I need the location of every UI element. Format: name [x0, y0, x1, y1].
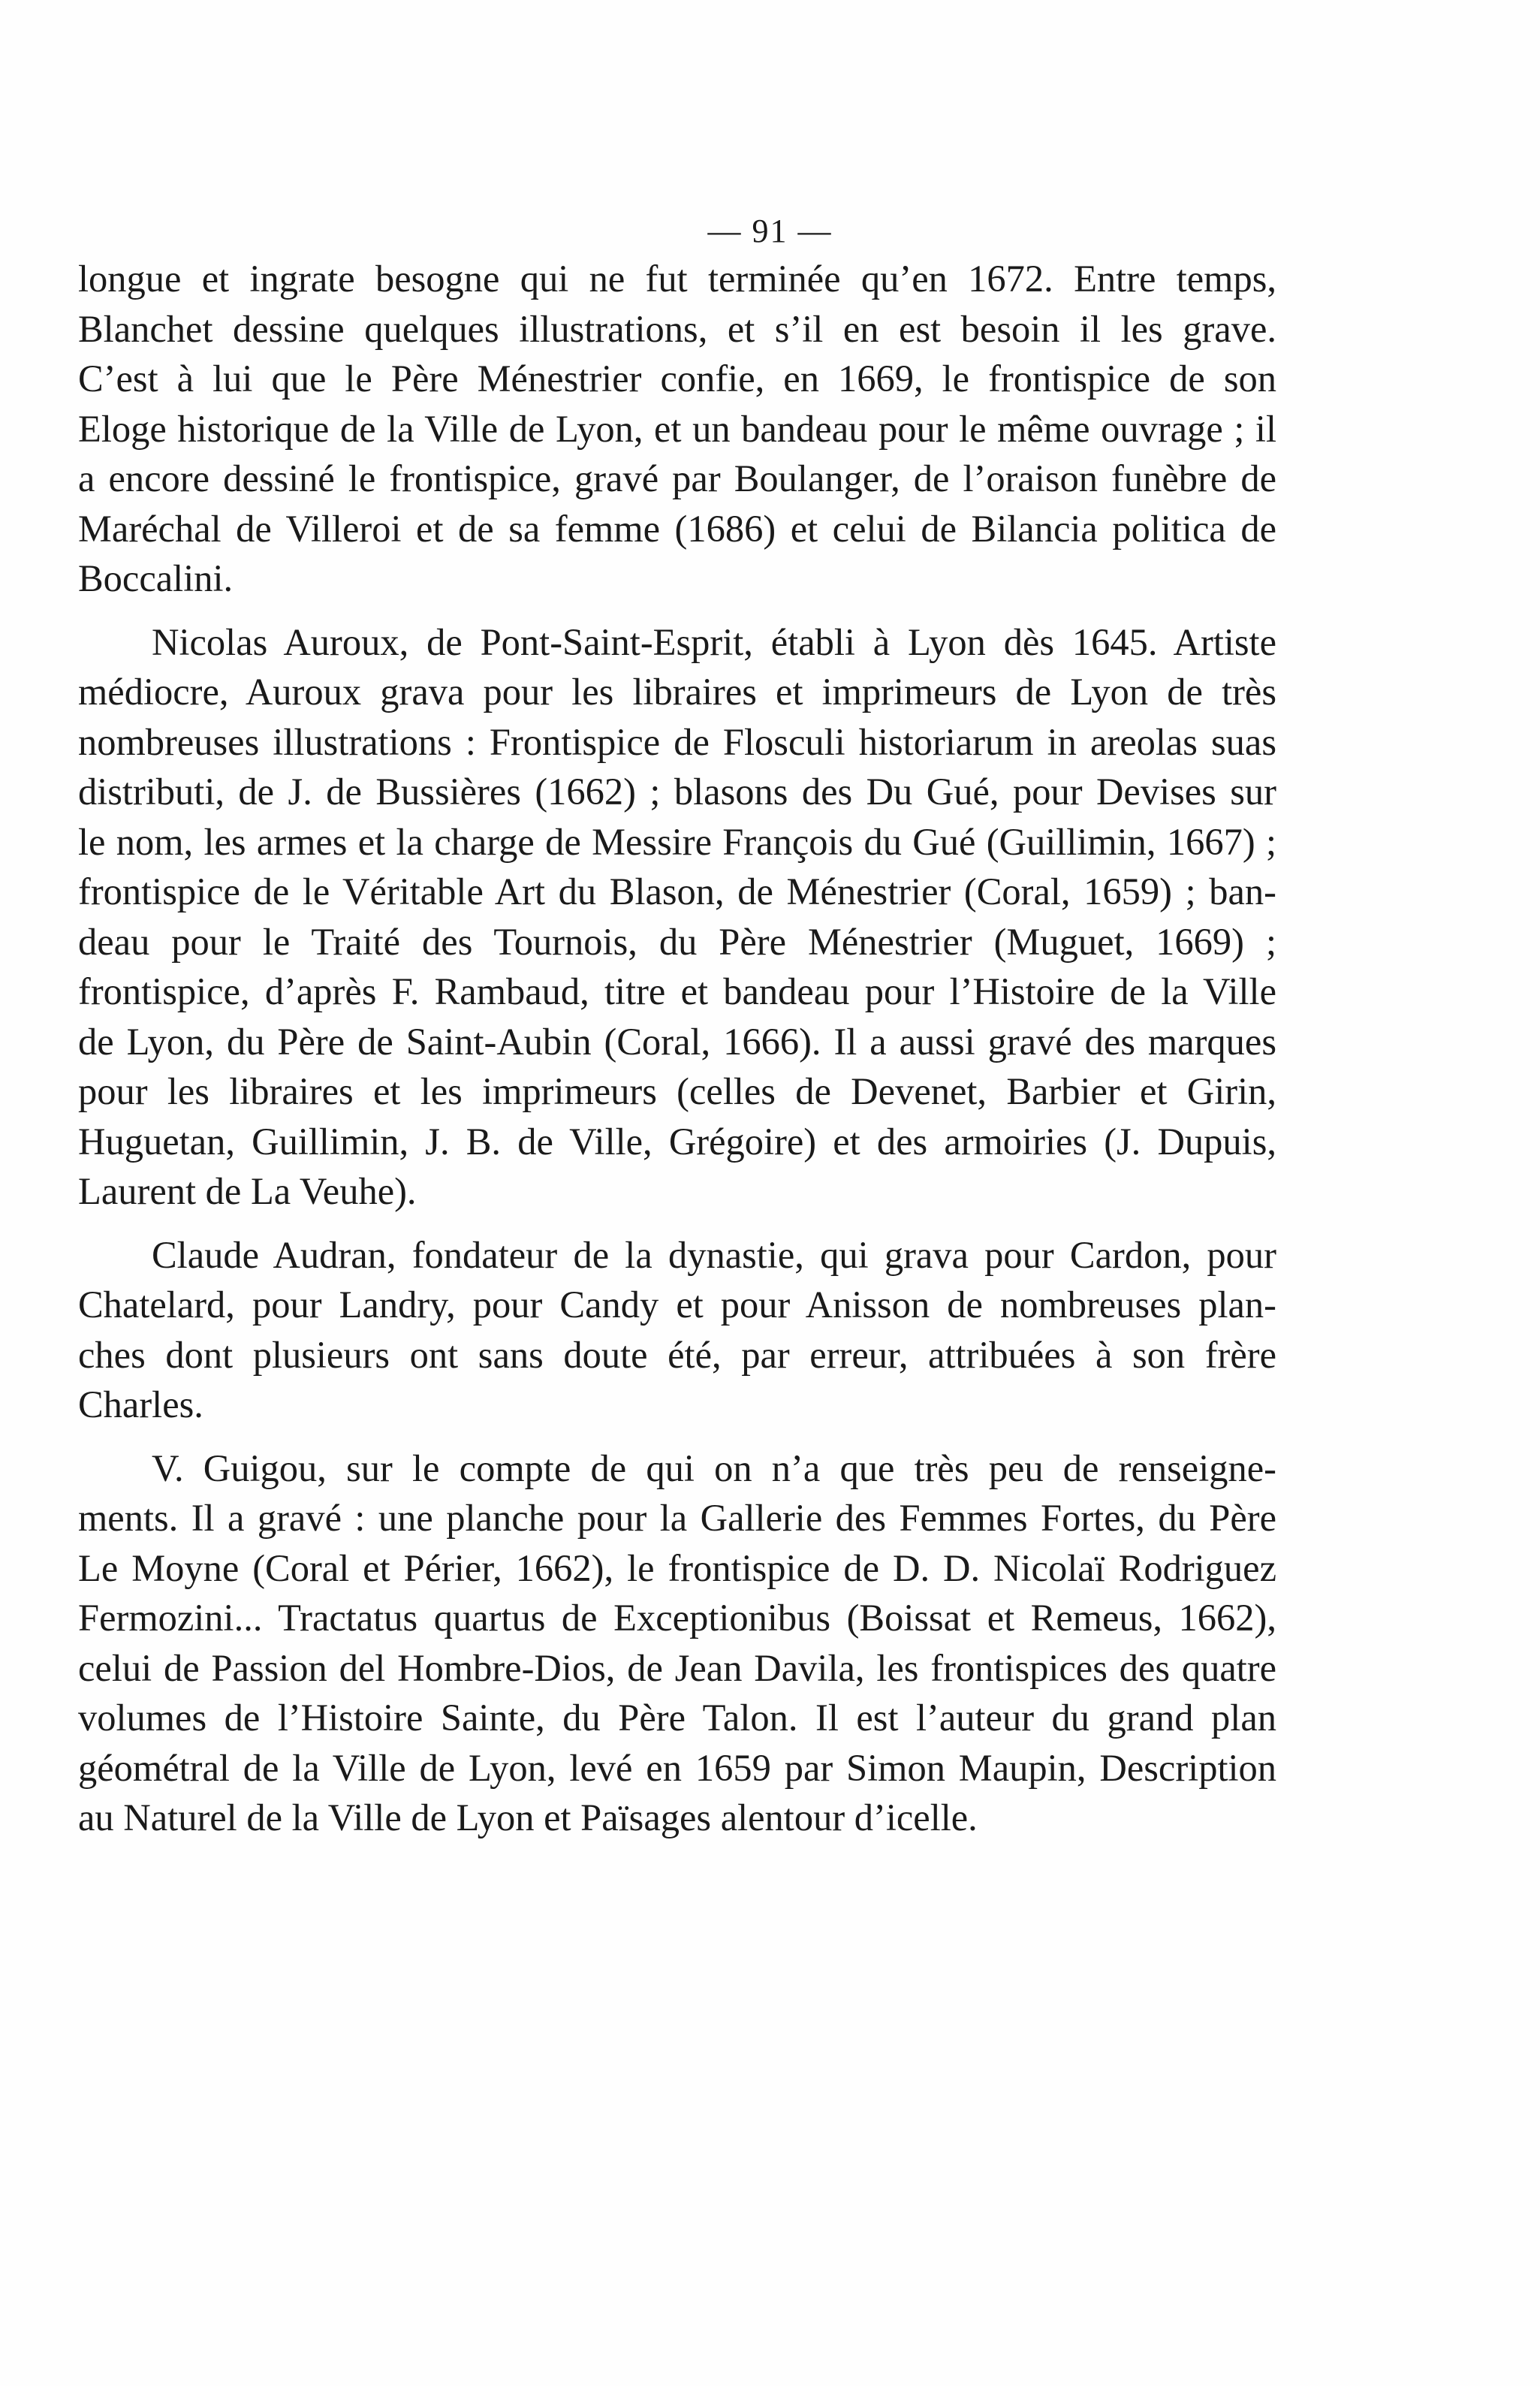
text-line: Boccalini.: [78, 557, 234, 599]
text-line: Chatelard, pour Landry, pour Candy et pour Anisson de nombreuses plan-: [78, 1283, 1276, 1326]
paragraph-4: [78, 1443, 1276, 1843]
text-line: V. Guigou, sur le compte de qui on n’a que très peu de renseigne-: [152, 1446, 1276, 1489]
text-line: distributi, de J. de Bussières (1662) ; blasons des Du Gué, pour Devises sur: [78, 771, 1276, 813]
text-line: nombreuses illustrations : Frontispice de Flosculi historiarum in areolas suas: [78, 720, 1276, 763]
body-text: [78, 254, 1276, 1843]
page-number: — 91 —: [707, 213, 833, 249]
text-line: Huguetan, Guillimin, J. B. de Ville, Grégoire) et des armoiries (J. Dupuis,: [78, 1120, 1276, 1163]
text-line: volumes de l’Histoire Sainte, du Père Talon. Il est l’auteur du grand plan: [78, 1697, 1276, 1739]
text-line: pour les libraires et les imprimeurs (celles de Devenet, Barbier et Girin,: [78, 1070, 1276, 1112]
paragraph-1: [78, 254, 1276, 604]
paragraph-3: [78, 1230, 1276, 1430]
text-line: Nicolas Auroux, de Pont-Saint-Esprit, établi à Lyon dès 1645. Artiste: [152, 620, 1276, 663]
text-line: Blanchet dessine quelques illustrations, et s’il en est besoin il les grave.: [78, 307, 1276, 350]
text-line: Le Moyne (Coral et Périer, 1662), le frontispice de D. D. Nicolaï Rodriguez: [78, 1546, 1276, 1589]
text-line: ches dont plusieurs ont sans doute été, par erreur, attribuées à son frère: [78, 1333, 1276, 1376]
text-line: Laurent de La Veuhe).: [78, 1170, 417, 1212]
text-line: au Naturel de la Ville de Lyon et Païsages alentour d’icelle.: [78, 1796, 978, 1839]
text-line: Fermozini... Tractatus quartus de Exceptionibus (Boissat et Remeus, 1662),: [78, 1597, 1276, 1639]
text-line: Eloge historique de la Ville de Lyon, et un bandeau pour le même ouvrage ; il: [78, 407, 1276, 450]
text-line: médiocre, Auroux grava pour les libraires et imprimeurs de Lyon de très: [78, 671, 1276, 713]
text-line: deau pour le Traité des Tournois, du Père Ménestrier (Muguet, 1669) ;: [78, 920, 1276, 963]
text-line: le nom, les armes et la charge de Messire François du Gué (Guillimin, 1667) ;: [78, 820, 1276, 863]
text-line: a encore dessiné le frontispice, gravé par Boulanger, de l’oraison funèbre de: [78, 457, 1276, 499]
text-line: longue et ingrate besogne qui ne fut terminée qu’en 1672. Entre temps,: [78, 258, 1276, 300]
text-line: C’est à lui que le Père Ménestrier confie, en 1669, le frontispice de son: [78, 357, 1276, 400]
paragraph-2: [78, 617, 1276, 1217]
text-line: ments. Il a gravé : une planche pour la Gallerie des Femmes Fortes, du Père: [78, 1497, 1276, 1539]
text-line: Maréchal de Villeroi et de sa femme (1686) et celui de Bilancia politica de: [78, 507, 1276, 550]
text-line: frontispice de le Véritable Art du Blason, de Ménestrier (Coral, 1659) ; ban-: [78, 870, 1276, 912]
text-line: Charles.: [78, 1383, 203, 1425]
text-line: Claude Audran, fondateur de la dynastie, qui grava pour Cardon, pour: [152, 1233, 1276, 1276]
text-line: géométral de la Ville de Lyon, levé en 1659 par Simon Maupin, Description: [78, 1746, 1276, 1789]
text-line: celui de Passion del Hombre-Dios, de Jean Davila, les frontispices des quatre: [78, 1646, 1276, 1689]
text-line: frontispice, d’après F. Rambaud, titre et bandeau pour l’Histoire de la Ville: [78, 970, 1276, 1012]
text-line: de Lyon, du Père de Saint-Aubin (Coral, 1666). Il a aussi gravé des marques: [78, 1020, 1276, 1063]
